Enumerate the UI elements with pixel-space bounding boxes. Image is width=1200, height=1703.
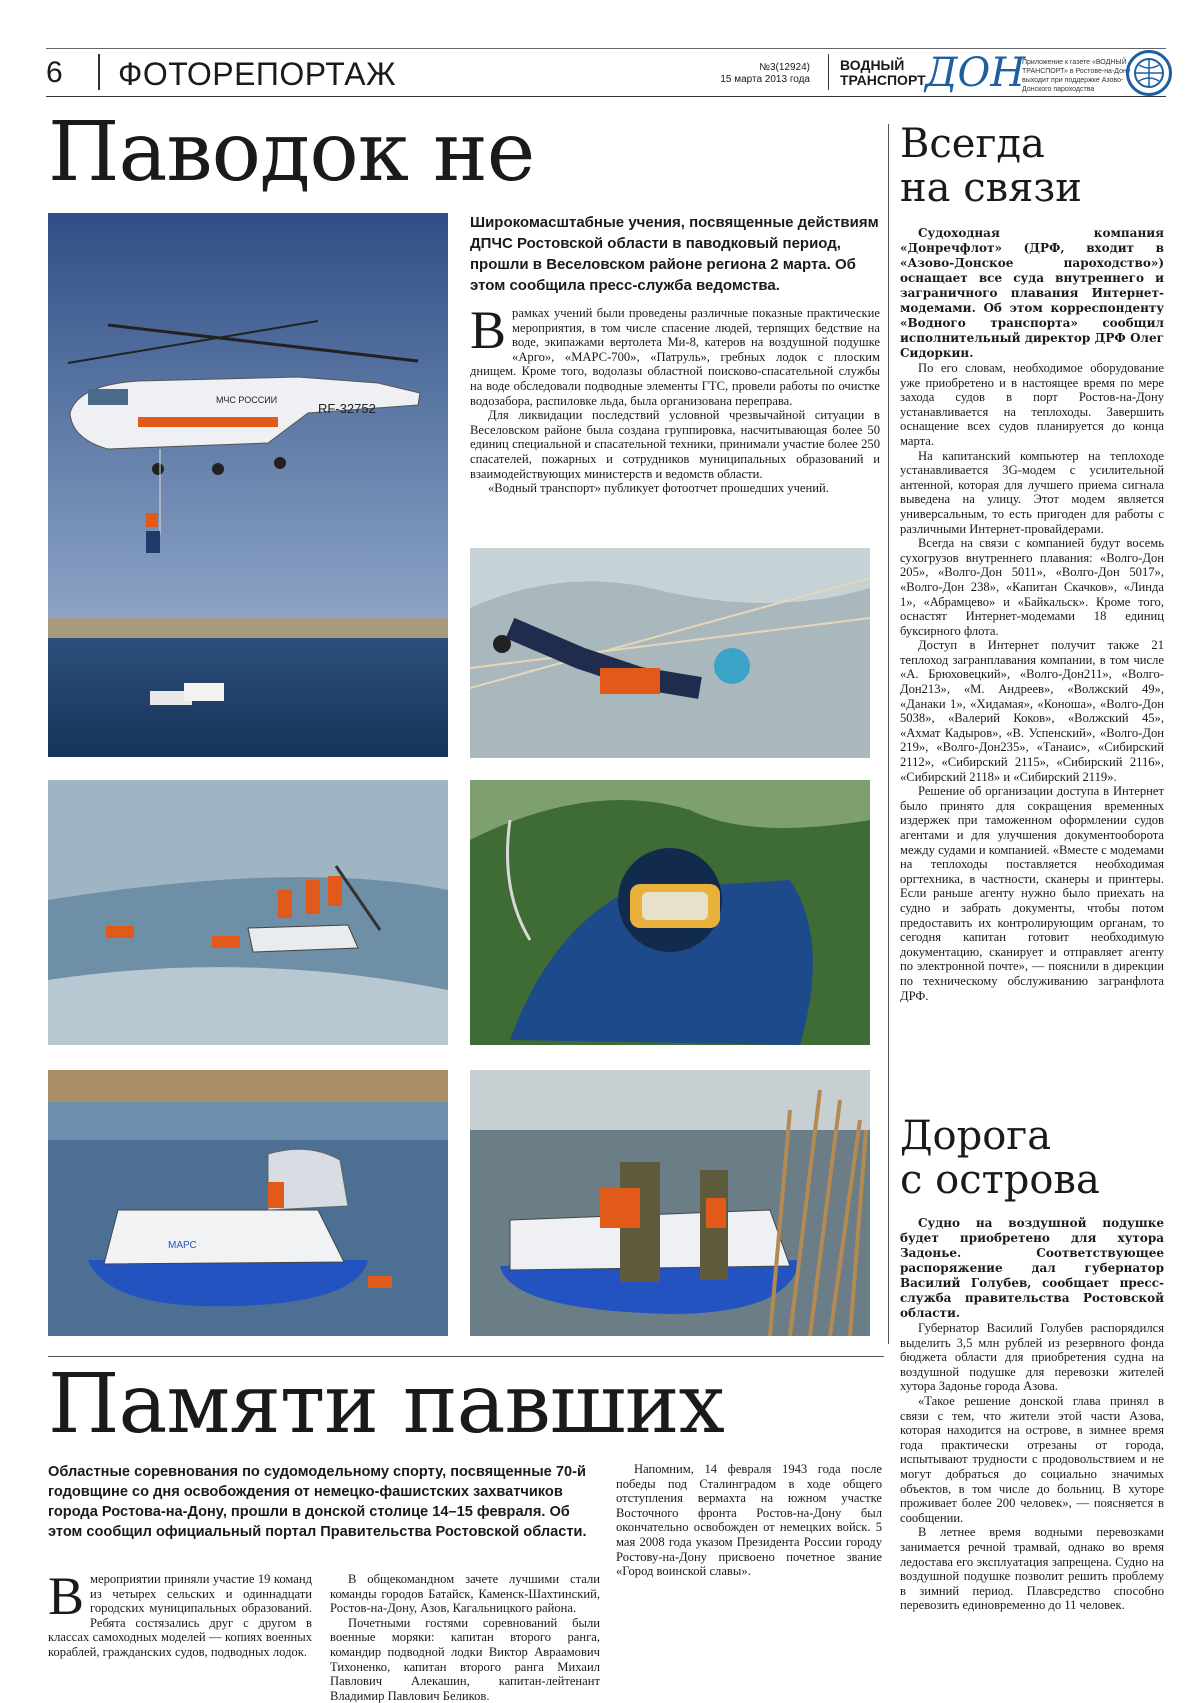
header-top-rule	[46, 48, 1166, 49]
header-divider-2	[828, 54, 829, 90]
connect-lead: Судоходная компания «Донречфлот» (ДРФ, входит в «Азово-Донское пароходство») оснащает все суда внутреннего и заграничного плавания Интернет-модемами. Об этом корреспонденту «Водного транспорта» сообщил исполнительный директор ДРФ Олег Сидоркин.	[900, 226, 1164, 360]
rubric-title: ФОТОРЕПОРТАЖ	[118, 56, 397, 92]
memory-paragraph-3: Почетными гостями соревнований были военные моряки: капитан второго ранга, командир подводной лодки Виктор Авраамович Тихоненко, капитан второго ранга Михаил Павлович Алекашин, капитан-лейтенант Владимир Павлович Беликов.	[330, 1615, 600, 1703]
logo-line2: ТРАНСПОРТ	[840, 72, 926, 88]
memory-paragraph-2: В общекомандном зачете лучшими стали команды городов Батайск, Каменск-Шахтинский, Ростов-на-Дону, Азов, Кагальницкого района.	[330, 1572, 600, 1616]
flood-lead: Широкомасштабные учения, посвященные действиям ДПЧС Ростовской области в паводковый период, прошли в Веселовском районе региона 2 марта. Об этом сообщила пресс-служба ведомства.	[470, 214, 879, 294]
issue-info	[700, 62, 810, 86]
road-title-line2: с острова	[900, 1157, 1100, 1203]
connect-paragraph-3: Всегда на связи с компанией будут восемь сухогрузов внутреннего плавания: «Волго-Дон 205», «Волго-Дон 5011», «Волго-Дон 5017», «Волго-Дон 238», «Капитан Скачков», «Линда 1», «Абрамцево» и «Байкальск». Кроме того, оснастят Интернет-модемами 18 единиц буксирного флота.	[900, 536, 1164, 638]
memory-column-1	[48, 1566, 312, 1660]
memory-drop-cap: В	[48, 1566, 85, 1626]
flood-title: Паводок не	[48, 105, 535, 200]
helicopter-registration: RF-32752	[318, 401, 376, 416]
header-bottom-rule	[46, 96, 1166, 97]
road-paragraph-3: В летнее время водными перевозками занимается речной трамвай, однако во время ледостава его эксплуатация запрещена. Судно на воздушной подушке позволит решить проблему в зимний период. Плавсредство способно перевозить единовременно до 11 человек.	[900, 1525, 1164, 1613]
road-text	[900, 1216, 1164, 1613]
road-lead: Судно на воздушной подушке будет приобретено для хутора Задонье. Соответствующее распоряжение дал губернатор Василий Голубев, сообщает пресс-служба правительства Ростовской области.	[900, 1216, 1164, 1320]
connect-paragraph-1: По его словам, необходимое оборудование уже приобретено и в настоящее время по мере захода судов в порт Ростов-на-Дону устанавливается на теплоходы. Завершить оснащение всех судов планируется до конца марта.	[900, 361, 1164, 448]
hovercraft-label: МАРС	[168, 1240, 197, 1251]
connect-title	[900, 122, 1170, 210]
hovercraft-photo	[48, 1070, 448, 1336]
flood-paragraph-2: Для ликвидации последствий условной чрезвычайной ситуации в Веселовском районе была создана группировка, насчитывающая более 50 единиц специальной и спасательной техники, принимали участие более 250 спасателей, пожарных и сотрудников муниципальных образований и взаимодействующих министерств и ведомств области.	[470, 408, 880, 481]
road-title-line1: Дорога	[900, 1113, 1052, 1159]
connect-title-line1: Всегда	[900, 121, 1045, 167]
connect-title-line2: на связи	[900, 165, 1082, 211]
flood-paragraph-1: рамках учений были проведены различные показные практические мероприятия, в том числе спасение людей, терпящих бедствие на воде, экипажами вертолета Ми-8, катеров на воздушной подушке «Арго», «МАРС-700», «Патруль», гребных лодок с плоским днищем. Кроме того, водолазы областной поисково-спасательной службы на воде обследовали подводные элементы ГТС, провели работы по очистке водозабора, распиловке льда, была организована переправа.	[470, 306, 880, 408]
flood-body	[470, 300, 880, 496]
column-rule	[888, 124, 889, 1344]
flood-paragraph-3: «Водный транспорт» публикует фотоотчет прошедших учений.	[488, 481, 829, 496]
road-title	[900, 1114, 1170, 1202]
logo-text	[840, 58, 926, 88]
memory-column-2	[330, 1572, 600, 1703]
hovercraft-rescue-photo	[470, 1070, 870, 1336]
diver-photo	[470, 780, 870, 1045]
helicopter-org: МЧС РОССИИ	[216, 395, 278, 405]
issue-number: №3(12924)	[759, 62, 810, 73]
page-number: 6	[46, 56, 63, 89]
logo-don: ДОН	[925, 50, 1026, 96]
helicopter-photo	[48, 213, 448, 757]
logo-line1: ВОДНЫЙ	[840, 57, 905, 73]
connect-text	[900, 226, 1164, 1003]
memory-lead: Областные соревнования по судомодельному спорту, посвященные 70-й годовщине со дня освобождения от немецко-фашистских захватчиков города Ростова-на-Дону, прошли в донской столице 14–15 февраля. Об этом сообщил официальный портал Правительства Ростовской области.	[48, 1464, 587, 1540]
road-body	[900, 1321, 1164, 1613]
memory-title: Памяти павших	[48, 1357, 724, 1452]
issue-date: 15 марта 2013 года	[720, 74, 810, 85]
memory-paragraph-4: Напомним, 14 февраля 1943 года после победы под Сталинградом в ходе общего отступления вермахта на южном участке Восточного фронта Ростов-на-Дону был окончательно освобожден от немецких войск. 5 мая 2008 года указом Президента России городу Ростову-на-Дону присвоено почетное звание «Город воинской славы».	[616, 1462, 882, 1579]
ice-boat-photo	[48, 780, 448, 1045]
road-paragraph-1: Губернатор Василий Голубев распорядился выделить 3,5 млн рублей из резервного фонда бюджета области для приобретения судна на воздушной подушке для перевозки жителей хутора Задонье города Азова.	[900, 1321, 1164, 1394]
connect-paragraph-4: Доступ в Интернет получит также 21 теплоход загранплавания компании, в том числе «А. Брюховецкий», «Волго-Дон211», «Волго-Дон213», «М. Андреев», «Волжский 49», «Данаки 1», «Хидамая», «Коноша», «Волго-Дон 5038», «Валерий Коков», «Волжский 45», «Ахмат Кадыров», «В. Успенский», «Волго-Дон 219», «Волго-Дон235», «Танаис», «Сибирский 2112», «Сибирский 2115», «Сибирский 2116», «Сибирский 2118» и «Сибирский 2119».	[900, 638, 1164, 784]
memory-column-3	[616, 1462, 882, 1579]
logo-note: Приложение к газете «ВОДНЫЙ ТРАНСПОРТ» в Ростове-на-Дону выходит при поддержке Азово-Донского пароходства	[1022, 59, 1131, 93]
globe-anchor-icon	[1126, 50, 1172, 96]
flood-drop-cap: В	[470, 300, 507, 360]
connect-paragraph-5: Решение об организации доступа в Интернет было принято для сокращения временных издержек при таможенном оформлении судов агентами и для улучшения документооборота между судами и компанией. «Вместе с модемами на теплоходы поставляется необходимая оргтехника, в частности, сканеры и принтеры. Если раньше агенту нужно было приехать на судно и забрать документы, чтобы потом предоставить их контролирующим органам, то сегодня капитан готовит необходимую документацию, сканирует и отправляет агенту по электронной почте», — пояснили в дирекции по техническому обслуживанию загранфлота ДРФ.	[900, 784, 1164, 1003]
road-paragraph-2: «Такое решение донской глава принял в связи с тем, что жители этой части Азова, которая находится на острове, в зимнее время года практически отрезаны от города, испытывают трудности с продовольствием и не могут добраться до социально значимых объектов, в том числе до больниц. В хуторе проживает более 200 человек», — поясняется в сообщении.	[900, 1393, 1164, 1525]
memory-paragraph-1: мероприятии приняли участие 19 команд из четырех сельских и одиннадцати городских муниципальных образований. Ребята состязались друг с другом в классах самоходных моделей — копиях военных кораблей, гражданских судов, подводных лодок.	[48, 1572, 312, 1659]
connect-body	[900, 361, 1164, 1003]
connect-paragraph-2: На капитанский компьютер на теплоходе устанавливается 3G-модем с усилительной антенной, которая для лучшего приема сигнала выведена на улицу. Этот модем является универсальным, то есть пригоден для работы с различными Интернет-провайдерами.	[900, 448, 1164, 536]
header-divider	[98, 54, 100, 90]
rope-crossing-photo	[470, 548, 870, 758]
